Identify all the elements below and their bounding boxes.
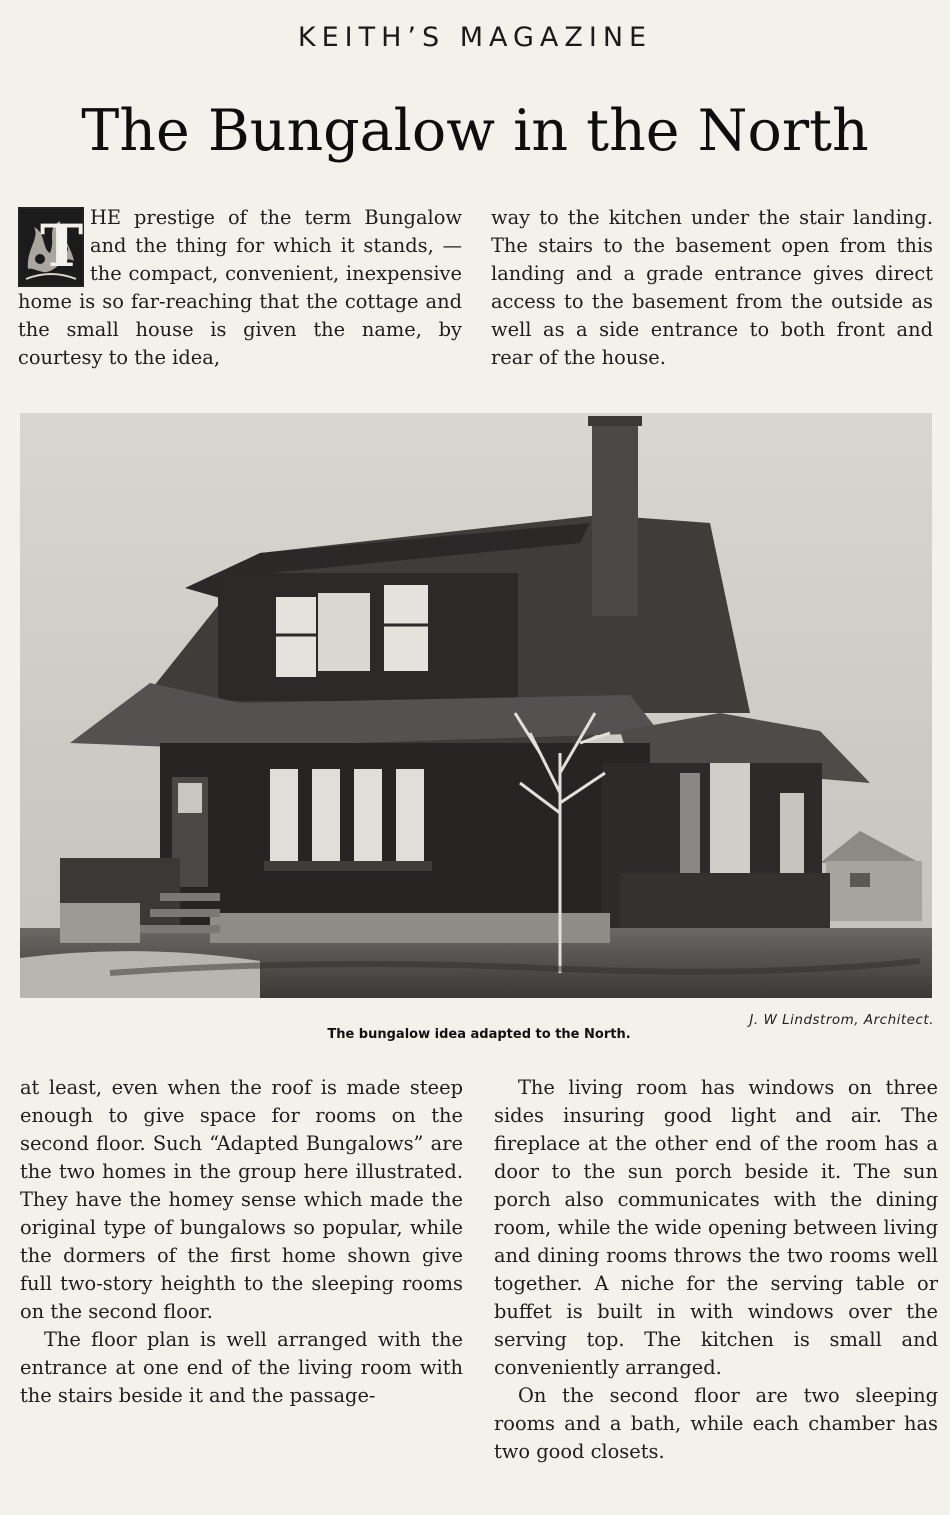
body-column-right xyxy=(494,1074,938,1466)
body-paragraph: The floor plan is well arranged with the entrance at one end of the living room with the stairs beside it and the passage- xyxy=(20,1328,463,1407)
body-column-left xyxy=(20,1074,463,1410)
intro-column-left xyxy=(18,204,462,372)
bungalow-photo xyxy=(20,413,932,998)
intro-paragraph-right: way to the kitchen under the stair landing. The stairs to the basement open from this landing and a grade entrance gives direct access to the basement from the outside as well as a side entrance to both front and rear of the house. xyxy=(491,206,933,369)
body-paragraph: at least, even when the roof is made steep enough to give space for rooms on the second floor. Such “Adapted Bungalows” are the two homes in the group here illustrated. They have the homey sense which made the original type of bungalows so popular, while the dormers of the first home shown give full two-story heighth to the sleeping rooms on the second floor. xyxy=(20,1076,463,1323)
body-paragraph: On the second floor are two sleeping rooms and a bath, while each chamber has two good closets. xyxy=(494,1384,938,1463)
article-title: The Bungalow in the North xyxy=(81,98,869,164)
intro-column-right xyxy=(491,204,933,372)
drop-cap xyxy=(18,207,84,287)
running-head: KEITH’S MAGAZINE xyxy=(297,22,653,53)
architect-credit: J. W Lindstrom, Architect. xyxy=(749,1012,934,1028)
drop-cap-letter: T xyxy=(40,212,84,280)
intro-paragraph-left: HE prestige of the term Bungalow and the thing for which it stands, —the compact, convenient, inexpensive home is so far-reaching that the cottage and the small house is given the name, by courtesy to the idea, xyxy=(18,206,462,369)
body-paragraph: The living room has windows on three sides insuring good light and air. The fireplace at the other end of the room has a door to the sun porch beside it. The sun porch also communicates with the dining room, while the wide opening between living and dining rooms throws the two rooms well together. A niche for the serving table or buffet is built in with windows over the serving top. The kitchen is small and conveniently arranged. xyxy=(494,1076,938,1379)
photo-caption: The bungalow idea adapted to the North. xyxy=(327,1027,631,1042)
